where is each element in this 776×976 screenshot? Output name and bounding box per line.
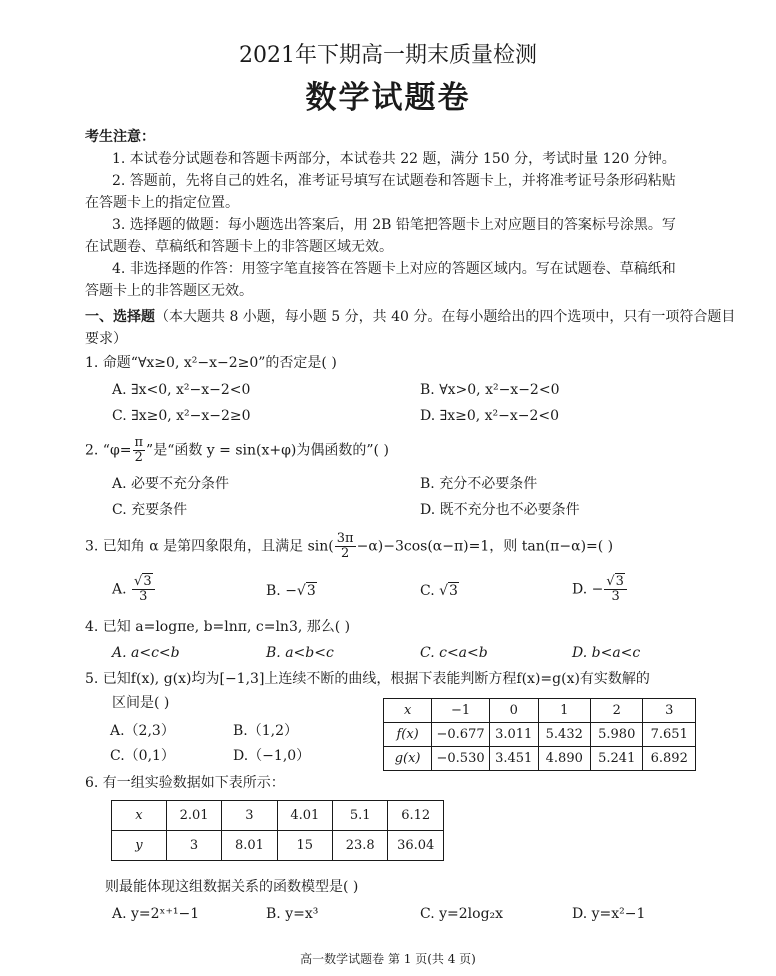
- table-cell: 15: [277, 831, 332, 861]
- q6-option-c: C. y=2log₂x: [420, 906, 504, 922]
- q2-option-b: B. 充分不必要条件: [420, 476, 538, 492]
- section-header: [85, 306, 735, 328]
- q1-stem: 1. 命题“∀x≥0, x²−x−2≥0”的否定是( ): [85, 355, 337, 371]
- q2-option-d: D. 既不充分也不必要条件: [420, 502, 580, 518]
- notice-heading: 考生注意：: [85, 129, 155, 145]
- table-cell: 5.1: [333, 801, 388, 831]
- table-cell: 6.892: [643, 747, 696, 771]
- notice-line-1: 1. 本试卷分试题卷和答题卡两部分，本试卷共 22 题，满分 150 分，考试时量 120 分钟。: [112, 151, 676, 167]
- q3-option-a-label: A.: [112, 581, 127, 598]
- q2-stem-post: ”是“函数 y = sin(x+φ)为偶函数的”( ): [146, 442, 389, 459]
- q5-option-a: A.（2,3）: [110, 723, 175, 739]
- table-cell: 4.01: [277, 801, 332, 831]
- table-row: [384, 699, 696, 723]
- q3-option-b: B. −√3: [266, 583, 316, 599]
- table-row: [112, 831, 444, 861]
- table-cell: x: [384, 699, 432, 723]
- q3-option-a-radicand: 3: [143, 574, 152, 589]
- q6-option-b: B. y=x³: [266, 906, 319, 922]
- table-row: [384, 723, 696, 747]
- q3-option-c-label: C.: [420, 583, 435, 599]
- q5-option-c: C.（0,1）: [110, 748, 175, 764]
- table-cell: 5.432: [538, 723, 590, 747]
- q3-frac-den: 2: [341, 546, 350, 561]
- q4-option-a: A. a<c<b: [112, 645, 180, 661]
- exam-title: 2021年下期高一期末质量检测: [239, 43, 537, 68]
- q3-option-c-radicand: 3: [449, 583, 458, 599]
- q6-option-d: D. y=x²−1: [572, 906, 646, 922]
- table-cell: 2.01: [166, 801, 221, 831]
- table-cell: −1: [432, 699, 490, 723]
- table-cell: 3: [643, 699, 696, 723]
- q3-stem-post: −α)−3cos(α−π)=1，则 tan(π−α)=( ): [356, 538, 614, 555]
- q3-stem: [85, 532, 613, 561]
- q3-option-a-den: 3: [139, 589, 148, 604]
- q1-option-d: D. ∃x≥0, x²−x−2<0: [420, 408, 560, 424]
- notice-line-5: 在试题卷、草稿纸和答题卡上的非答题区域无效。: [85, 239, 393, 255]
- q3-option-c: C. √3: [420, 583, 458, 599]
- q5-option-b: B.（1,2）: [233, 723, 299, 739]
- q5-table: [383, 698, 696, 771]
- table-cell: 3: [222, 801, 277, 831]
- table-cell: 0: [489, 699, 538, 723]
- notice-line-6: 4. 非选择题的作答：用签字笔直接答在答题卡上对应的答题区域内。写在试题卷、草稿纸和: [112, 261, 676, 277]
- q3-option-d-num: √3: [604, 575, 627, 590]
- q3-frac-num: 3π: [336, 531, 354, 546]
- table-cell: −0.677: [432, 723, 490, 747]
- q4-stem: 4. 已知 a=logπe, b=lnπ, c=ln3, 那么( ): [85, 619, 351, 635]
- q2-option-c: C. 充要条件: [112, 502, 188, 518]
- table-cell: g(x): [384, 747, 432, 771]
- table-cell: 3.011: [489, 723, 538, 747]
- q2-frac-den: 2: [134, 450, 143, 465]
- q3-option-d: [572, 575, 628, 604]
- q2-frac-num: π: [134, 435, 144, 450]
- table-cell: 1: [538, 699, 590, 723]
- q3-option-d-fraction: [604, 575, 627, 604]
- q2-fraction: [133, 436, 146, 465]
- q1-option-a: A. ∃x<0, x²−x−2<0: [112, 382, 251, 398]
- q6-table: [111, 800, 444, 861]
- table-cell: 8.01: [222, 831, 277, 861]
- q3-stem-pre: 3. 已知角 α 是第四象限角，且满足 sin(: [85, 538, 334, 555]
- q3-option-a: [112, 575, 156, 604]
- table-row: [384, 747, 696, 771]
- notice-line-3: 在答题卡上的指定位置。: [85, 195, 239, 211]
- q5-option-d: D.（−1,0）: [233, 748, 311, 764]
- q2-stem: [85, 436, 389, 465]
- q5-stem-2: 区间是( ): [112, 695, 170, 711]
- q4-option-b: B. a<b<c: [266, 645, 334, 661]
- table-cell: 3: [166, 831, 221, 861]
- q3-fraction: [335, 532, 356, 561]
- table-cell: y: [112, 831, 167, 861]
- q3-option-d-label: D. −: [572, 581, 604, 598]
- table-cell: 5.980: [591, 723, 643, 747]
- q2-option-a: A. 必要不充分条件: [112, 476, 230, 492]
- q4-option-c: C. c<a<b: [420, 645, 488, 661]
- q2-stem-pre: 2. “φ=: [85, 442, 132, 459]
- q6-stem: 6. 有一组实验数据如下表所示：: [85, 775, 285, 791]
- q3-option-d-radicand: 3: [615, 574, 624, 589]
- notice-line-2: 2. 答题前，先将自己的姓名，准考证号填写在试题卷和答题卡上，并将准考证号条形码粘贴: [112, 173, 676, 189]
- notice-line-4: 3. 选择题的做题：每小题选出答案后，用 2B 铅笔把答题卡上对应题目的答案标号涂黑。写: [112, 217, 676, 233]
- table-cell: 4.890: [538, 747, 590, 771]
- table-cell: 3.451: [489, 747, 538, 771]
- section-desc-2: 要求）: [85, 331, 127, 347]
- q3-option-a-fraction: [132, 575, 155, 604]
- q1-option-b: B. ∀x>0, x²−x−2<0: [420, 382, 560, 398]
- section-title: 一、选择题: [85, 309, 155, 325]
- q5-stem-1: 5. 已知f(x), g(x)均为[−1,3]上连续不断的曲线，根据下表能判断方程f(x)=g(x)有实数解的: [85, 671, 650, 687]
- q3-option-b-label: B. −: [266, 583, 297, 599]
- table-cell: 7.651: [643, 723, 696, 747]
- table-cell: 2: [591, 699, 643, 723]
- page-footer: 高一数学试题卷 第 1 页(共 4 页): [300, 952, 476, 966]
- q4-option-d: D. b<a<c: [572, 645, 641, 661]
- table-cell: x: [112, 801, 167, 831]
- q6-option-a: A. y=2ˣ⁺¹−1: [112, 906, 200, 922]
- table-cell: 36.04: [388, 831, 444, 861]
- q3-option-b-radicand: 3: [306, 583, 316, 599]
- q1-option-c: C. ∃x≥0, x²−x−2≥0: [112, 408, 251, 424]
- q6-question: 则最能体现这组数据关系的函数模型是( ): [105, 879, 359, 895]
- table-cell: 5.241: [591, 747, 643, 771]
- section-desc: （本大题共 8 小题，每小题 5 分，共 40 分。在每小题给出的四个选项中，只有一项符合题目: [155, 309, 736, 325]
- table-cell: 6.12: [388, 801, 444, 831]
- table-row: [112, 801, 444, 831]
- paper-title: 数学试题卷: [305, 80, 471, 116]
- notice-line-7: 答题卡上的非答题区无效。: [85, 283, 253, 299]
- table-cell: −0.530: [432, 747, 490, 771]
- table-cell: f(x): [384, 723, 432, 747]
- q3-option-d-den: 3: [611, 589, 620, 604]
- table-cell: 23.8: [333, 831, 388, 861]
- q3-option-a-num: √3: [132, 575, 155, 590]
